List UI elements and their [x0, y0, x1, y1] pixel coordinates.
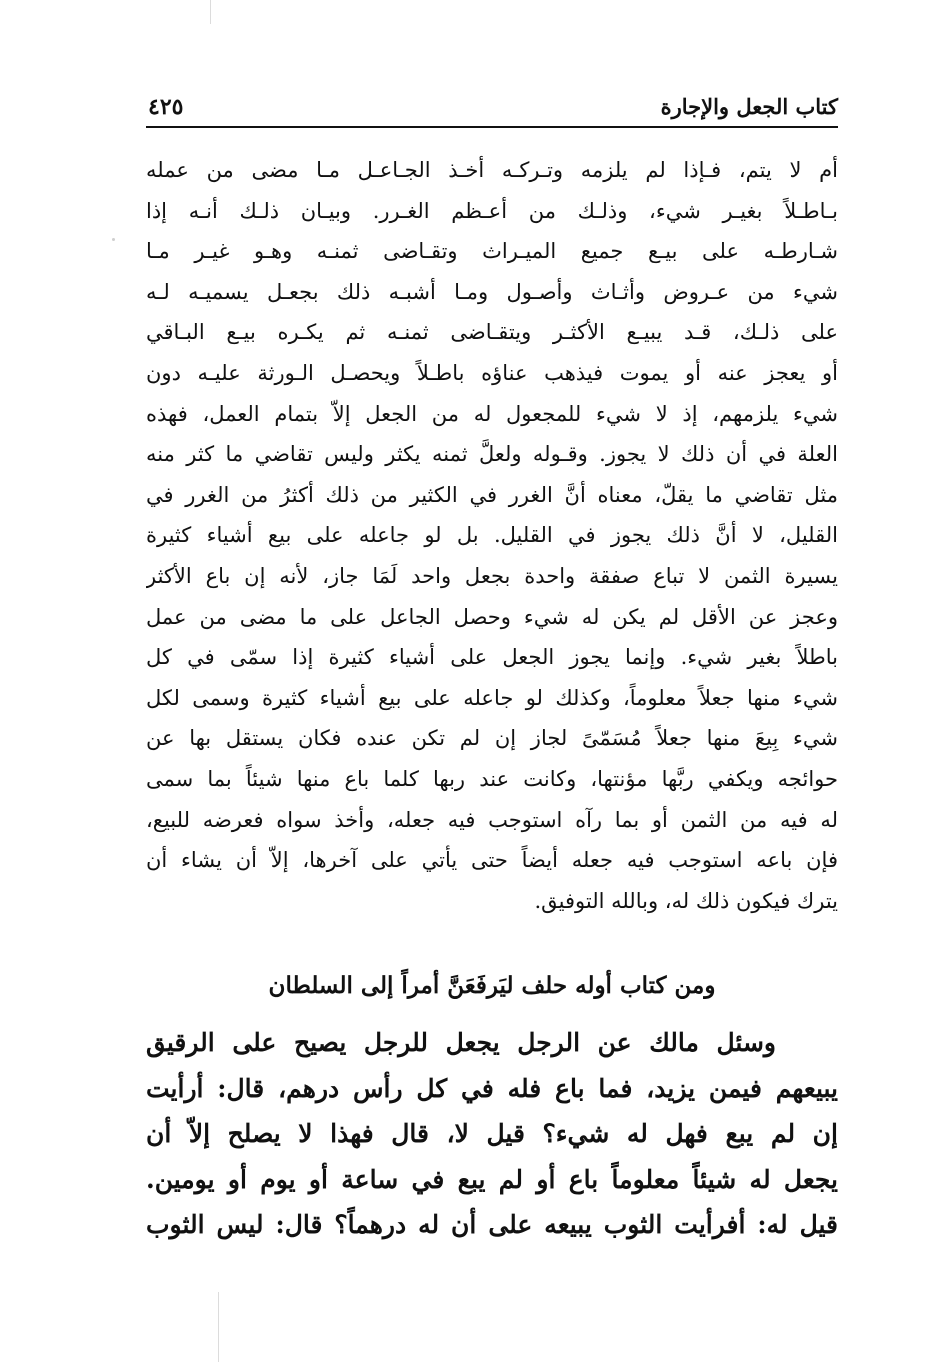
- commentary-line: بـاطـلاً بغيـر شيء، وذلـك من أعـظم الغـرر. وبيـان ذلـك أنـه إذا: [146, 198, 838, 223]
- main-text-line: يجعل له شيئاً معلوماً باع أو لم يبع في ساعة أو يوم أو يومين.: [146, 1164, 838, 1194]
- commentary-line: وعجز عن الأقل لم يكن له شيء وحصل الجاعل على ما مضى من عمل: [146, 604, 838, 629]
- main-text-line: إن لم يبع فهل له شيء؟ قيل لا، قال فهذا لا يصلح إلاّ أن: [146, 1119, 838, 1148]
- commentary-line: فإن باعه استوجب فيه جعله أيضاً حتى يأتي على آخرها، إلاّ أن يشاء أن: [146, 848, 838, 873]
- main-text-line: يبيعهم فيمن يزيد، فما باع فله في كل رأس درهم، قال: أرأيت: [146, 1073, 838, 1103]
- page-number: ٤٢٥: [148, 94, 184, 120]
- commentary-line: له فيه من الثمن أو بما رآه استوجب فيه جعله، وأخذ سواه فعرضه للبيع،: [146, 807, 838, 832]
- section-heading: ومن كتاب أوله حلف ليَرفَعَنَّ أمراً إلى السلطان: [268, 972, 716, 999]
- commentary-line: باطلاً بغير شيء. وإنما يجوز الجعل على أشياء كثيرة إذا سمّى في كل: [146, 645, 838, 670]
- commentary-line: أو يعجز عنه أو يموت فيذهب عناؤه باطـلاً ويحصـل الـورثة عليـه دون: [146, 360, 838, 385]
- commentary-line: على ذلـك، قـد يبيـع الأكثـر ويتقـاضى ثمنـه ثم يكـره بيـع البـاقي: [146, 320, 838, 345]
- main-text-block: [146, 1020, 838, 1248]
- commentary-line: العلة في أن ذلك لا يجوز. وقـوله ولعلَّ ثمنه يكثر وليس تقاضي ما كثر منه: [146, 442, 838, 467]
- main-text-line: وسئل مالك عن الرجل يجعل للرجل يصيح على الرقيق: [146, 1028, 776, 1057]
- scan-speck: [112, 238, 115, 241]
- commentary-line: يسيرة الثمن لا تباع صفقة واحدة بجعل واحد لَمَا جاز، لأنه إن باع الأكثر: [146, 563, 838, 588]
- main-text-line: قيل له: أفرأيت الثوب يبيعه على أن له درهماً؟ قال: ليس الثوب: [146, 1210, 838, 1239]
- header-book-title: كتاب الجعل والإجارة: [660, 94, 838, 119]
- commentary-line: يترك فيكون ذلك له، وبالله التوفيق.: [534, 888, 838, 913]
- commentary-line: أم لا يتم، فـإذا لم يلزمه وتـركـه أخـذ الجـاعـل مـا مضى من عمله: [146, 158, 838, 182]
- running-header: [146, 92, 838, 128]
- scan-artifact-bottom: [218, 1292, 219, 1362]
- commentary-line: حوائجه ويكفي ربَّها مؤنتها، وكانت عند ربها كلما باع منها شيئاً بما سمى: [146, 766, 838, 791]
- commentary-line: القليل، لا أنَّ ذلك يجوز في القليل. بل لو جاعله على بيع أشياء كثيرة: [146, 523, 838, 548]
- commentary-line: شيء يلزمهم، إذ لا شيء للمجعول له من الجعل إلاّ بتمام العمل، فهذه: [146, 401, 838, 426]
- commentary-line: شيء منها جعلاً معلوماً، وكذلك لو جاعله على بيع أشياء كثيرة وسمى لكل: [146, 685, 838, 710]
- commentary-line: شـارطـه على بيـع جميع الميـراث وتقـاضى ثمنـه وهـو غيـر مـا: [146, 239, 838, 264]
- scan-artifact-top: [210, 0, 211, 24]
- commentary-line: شيء من عـروض وأثـاث وأصـول ومـا أشبـه ذلك بجعـل يسميـه لـه: [146, 279, 838, 304]
- commentary-block: [146, 150, 838, 921]
- commentary-line: شيء بِيعَ منها جعلاً مُسَمّىً لجاز إن لم تكن عنده فكان يستقل بها عن: [146, 726, 838, 751]
- commentary-line: مثل تقاضي ما يقلّ، معناه أنَّ الغرر في الكثير من ذلك أكثرُ من الغرر في: [146, 482, 838, 507]
